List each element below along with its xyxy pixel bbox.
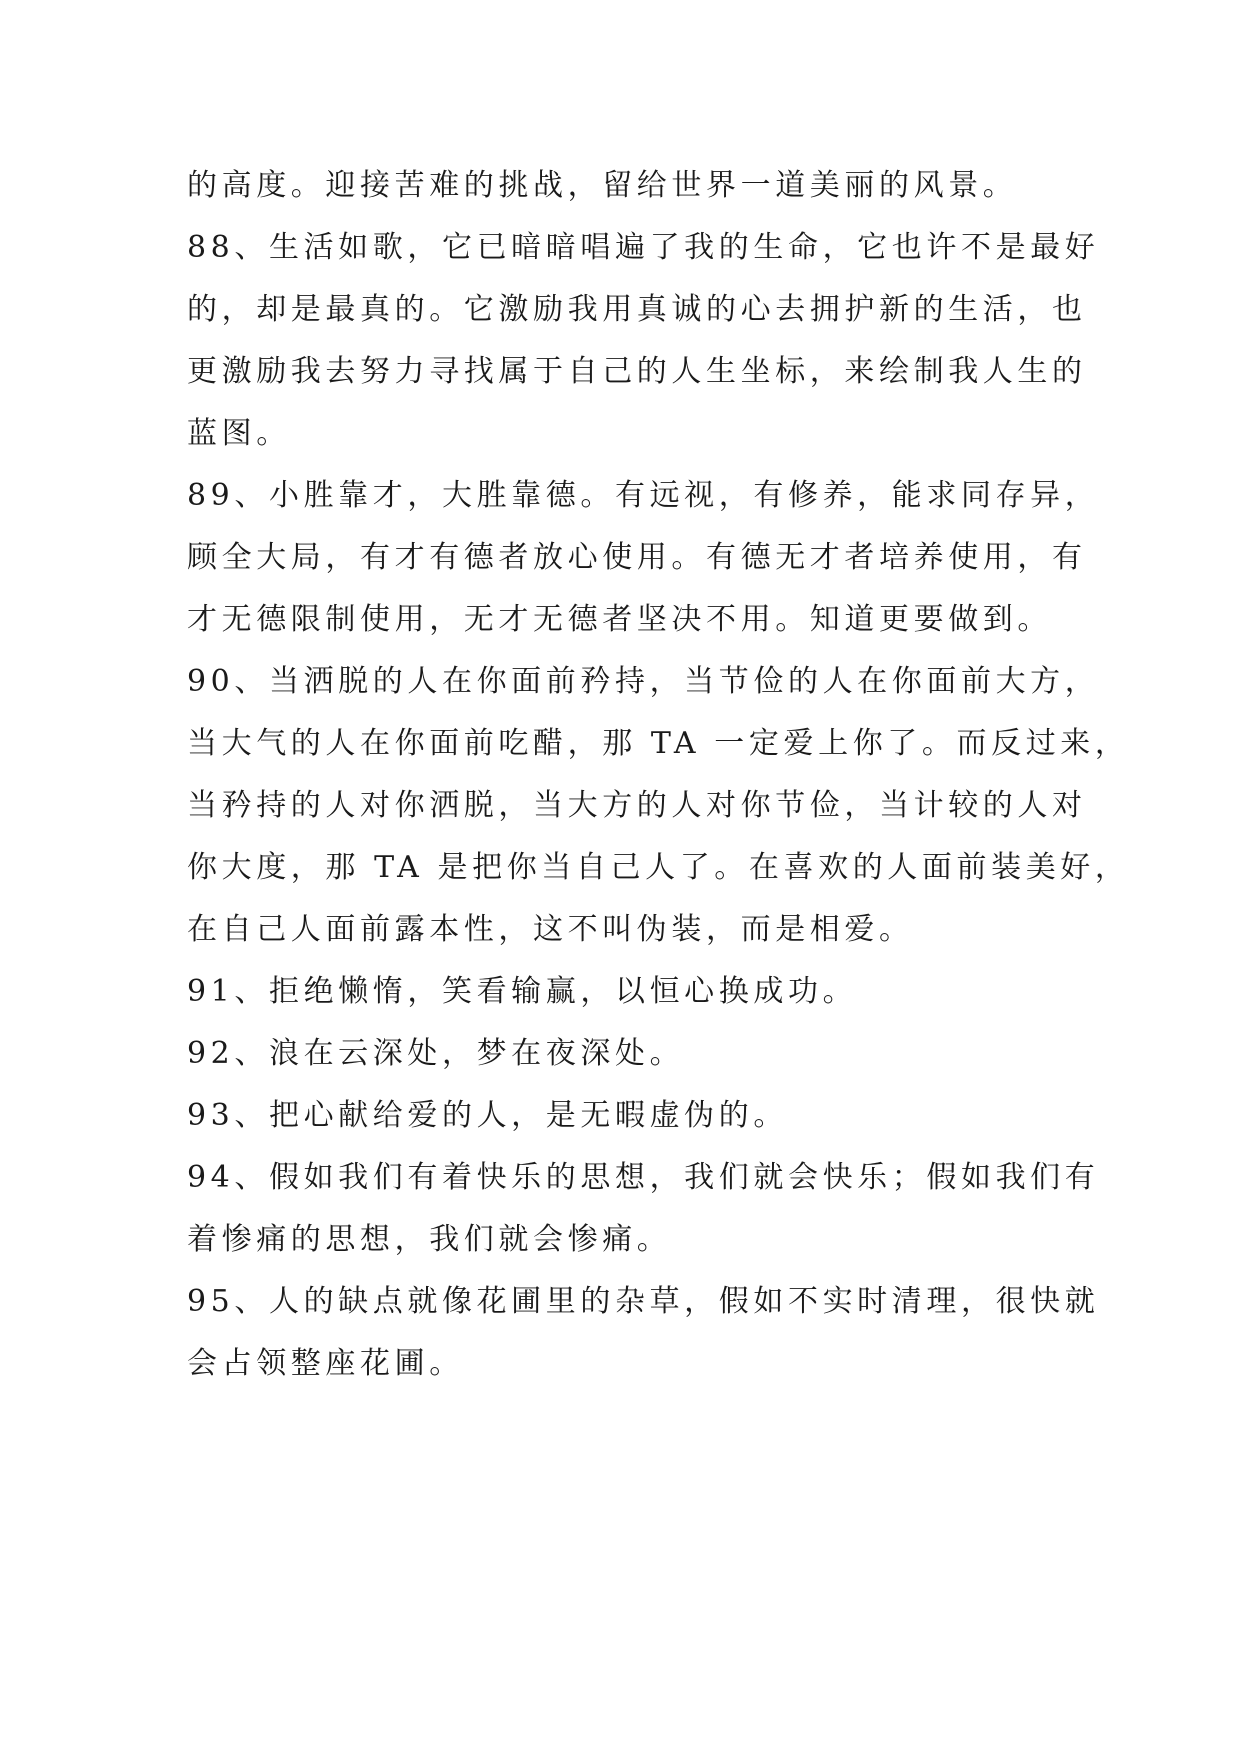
- text-line: 当矜持的人对你洒脱，当大方的人对你节俭，当计较的人对: [187, 788, 1087, 823]
- text-line: 92、浪在云深处，梦在夜深处。: [187, 1036, 685, 1071]
- text-line: 的，却是最真的。它激励我用真诚的心去拥护新的生活，也: [187, 292, 1087, 327]
- text-line: 才无德限制使用，无才无德者坚决不用。知道更要做到。: [187, 602, 1052, 637]
- text-line: 88、生活如歌，它已暗暗唱遍了我的生命，它也许不是最好: [187, 230, 1100, 265]
- text-line: 89、小胜靠才，大胜靠德。有远视，有修养，能求同存异，: [187, 478, 1100, 513]
- text-line: 蓝图。: [187, 416, 291, 451]
- text-line: 在自己人面前露本性，这不叫伪装，而是相爱。: [187, 912, 914, 947]
- text-line: 你大度，那 TA 是把你当自己人了。在喜欢的人面前装美好，: [187, 850, 1130, 885]
- text-line: 的高度。迎接苦难的挑战，留给世界一道美丽的风景。: [187, 168, 1018, 203]
- text-line: 当大气的人在你面前吃醋，那 TA 一定爱上你了。而反过来，: [187, 726, 1130, 761]
- text-line: 91、拒绝懒惰，笑看输赢，以恒心换成功。: [187, 974, 858, 1009]
- text-line: 94、假如我们有着快乐的思想，我们就会快乐；假如我们有: [187, 1160, 1100, 1195]
- text-line: 顾全大局，有才有德者放心使用。有德无才者培养使用，有: [187, 540, 1087, 575]
- text-line: 95、人的缺点就像花圃里的杂草，假如不实时清理，很快就: [187, 1284, 1100, 1319]
- text-line: 93、把心献给爱的人，是无暇虚伪的。: [187, 1098, 788, 1133]
- text-line: 着惨痛的思想，我们就会惨痛。: [187, 1222, 672, 1257]
- text-line: 会占领整座花圃。: [187, 1346, 464, 1381]
- text-line: 90、当洒脱的人在你面前矜持，当节俭的人在你面前大方，: [187, 664, 1100, 699]
- text-line: 更激励我去努力寻找属于自己的人生坐标，来绘制我人生的: [187, 354, 1087, 389]
- document-body: [187, 155, 1130, 1395]
